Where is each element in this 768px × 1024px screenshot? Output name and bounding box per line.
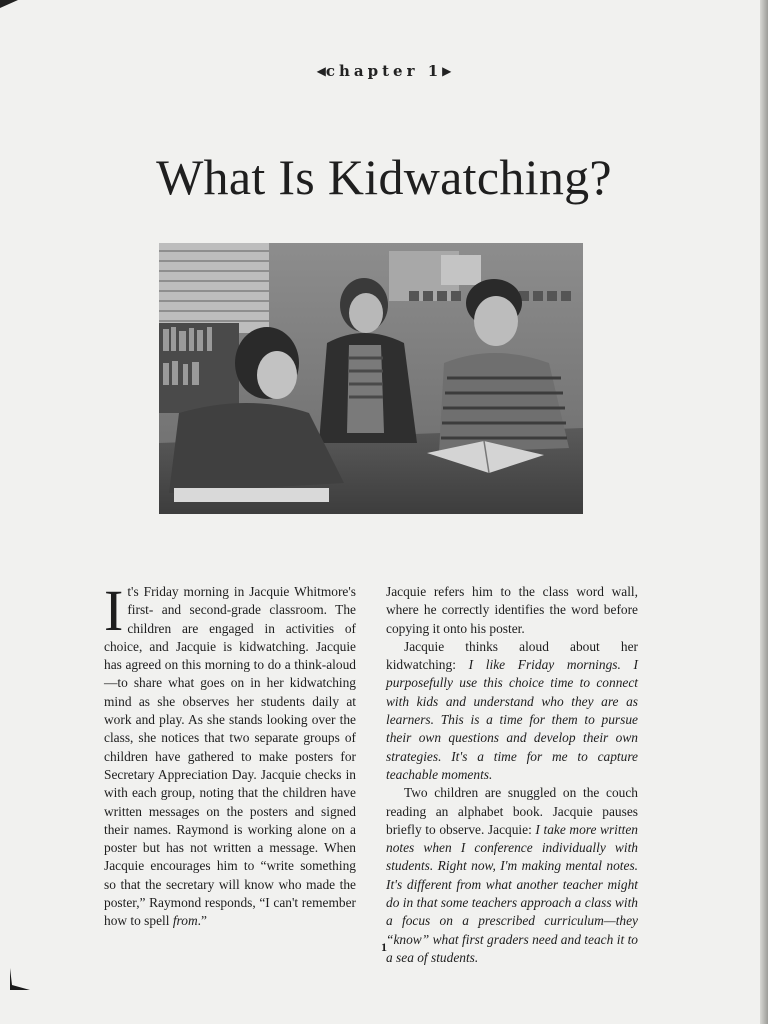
drop-cap: I bbox=[104, 578, 124, 643]
think-aloud-quote: I take more written notes when I conference individually with students. Right now, I'm making mental notes. It's different from what another teacher might do in that some teachers approach a class with a focus on a prescribed curriculum—they “know” what first graders need and teach it to a sea of students. bbox=[386, 821, 638, 965]
classroom-photo bbox=[159, 243, 583, 514]
chapter-right-arrow-icon: ▶ bbox=[442, 64, 452, 78]
italic-word: from bbox=[172, 913, 198, 929]
body-paragraph bbox=[104, 578, 356, 931]
paragraph-lead: Jacquie thinks aloud about her kidwatching: bbox=[386, 638, 638, 673]
paragraph-close: .” bbox=[197, 913, 207, 929]
chapter-heading bbox=[0, 62, 768, 80]
page-title: What Is Kidwatching? bbox=[156, 149, 612, 205]
corner-mark-bottom bbox=[8, 968, 30, 992]
chapter-label: chapter 1 bbox=[325, 62, 443, 80]
body-column-right bbox=[386, 583, 638, 967]
body-paragraph: Jacquie refers him to the class word wall, where he correctly identifies the word before copying it onto his poster. bbox=[386, 584, 638, 636]
paragraph-lead: Two children are snuggled on the couch reading an alphabet book. Jacquie pauses briefly to observe. Jacquie: bbox=[386, 785, 638, 837]
paragraph-text: t's Friday morning in Jacquie Whitmore's first- and second-grade classroom. The children are engaged in activities of choice, and Jacquie is kidwatching. Jacquie has agreed on this morning to do a think-aloud—to share what goes on in her kidwatching mind as she observes her students daily at work and play. As she stands looking over the class, she notices that two separate groups of children have gathered to make posters for Secretary Appreciation Day. Jacquie checks in with each group, noting that the children have written messages on the posters and signed their names. Raymond is working alone on a poster but has not written a message. When Jacquie encourages him to “write something so that the secretary will know who made the poster,” Raymond responds, “I can't remember how to spell bbox=[104, 584, 356, 929]
think-aloud-quote: I like Friday mornings. I purposefully use this choice time to connect with kids and understand who they are as learners. This is a time for them to pursue their own questions and develop their own strategies. It's a time for me to capture teachable moments. bbox=[386, 657, 638, 782]
body-paragraph bbox=[386, 638, 638, 784]
body-column-left bbox=[104, 578, 356, 931]
page-number: 1 bbox=[381, 940, 387, 954]
chapter-left-arrow-icon: ◀ bbox=[316, 64, 326, 78]
photo-illustration bbox=[159, 243, 583, 514]
corner-mark bbox=[0, 0, 18, 8]
